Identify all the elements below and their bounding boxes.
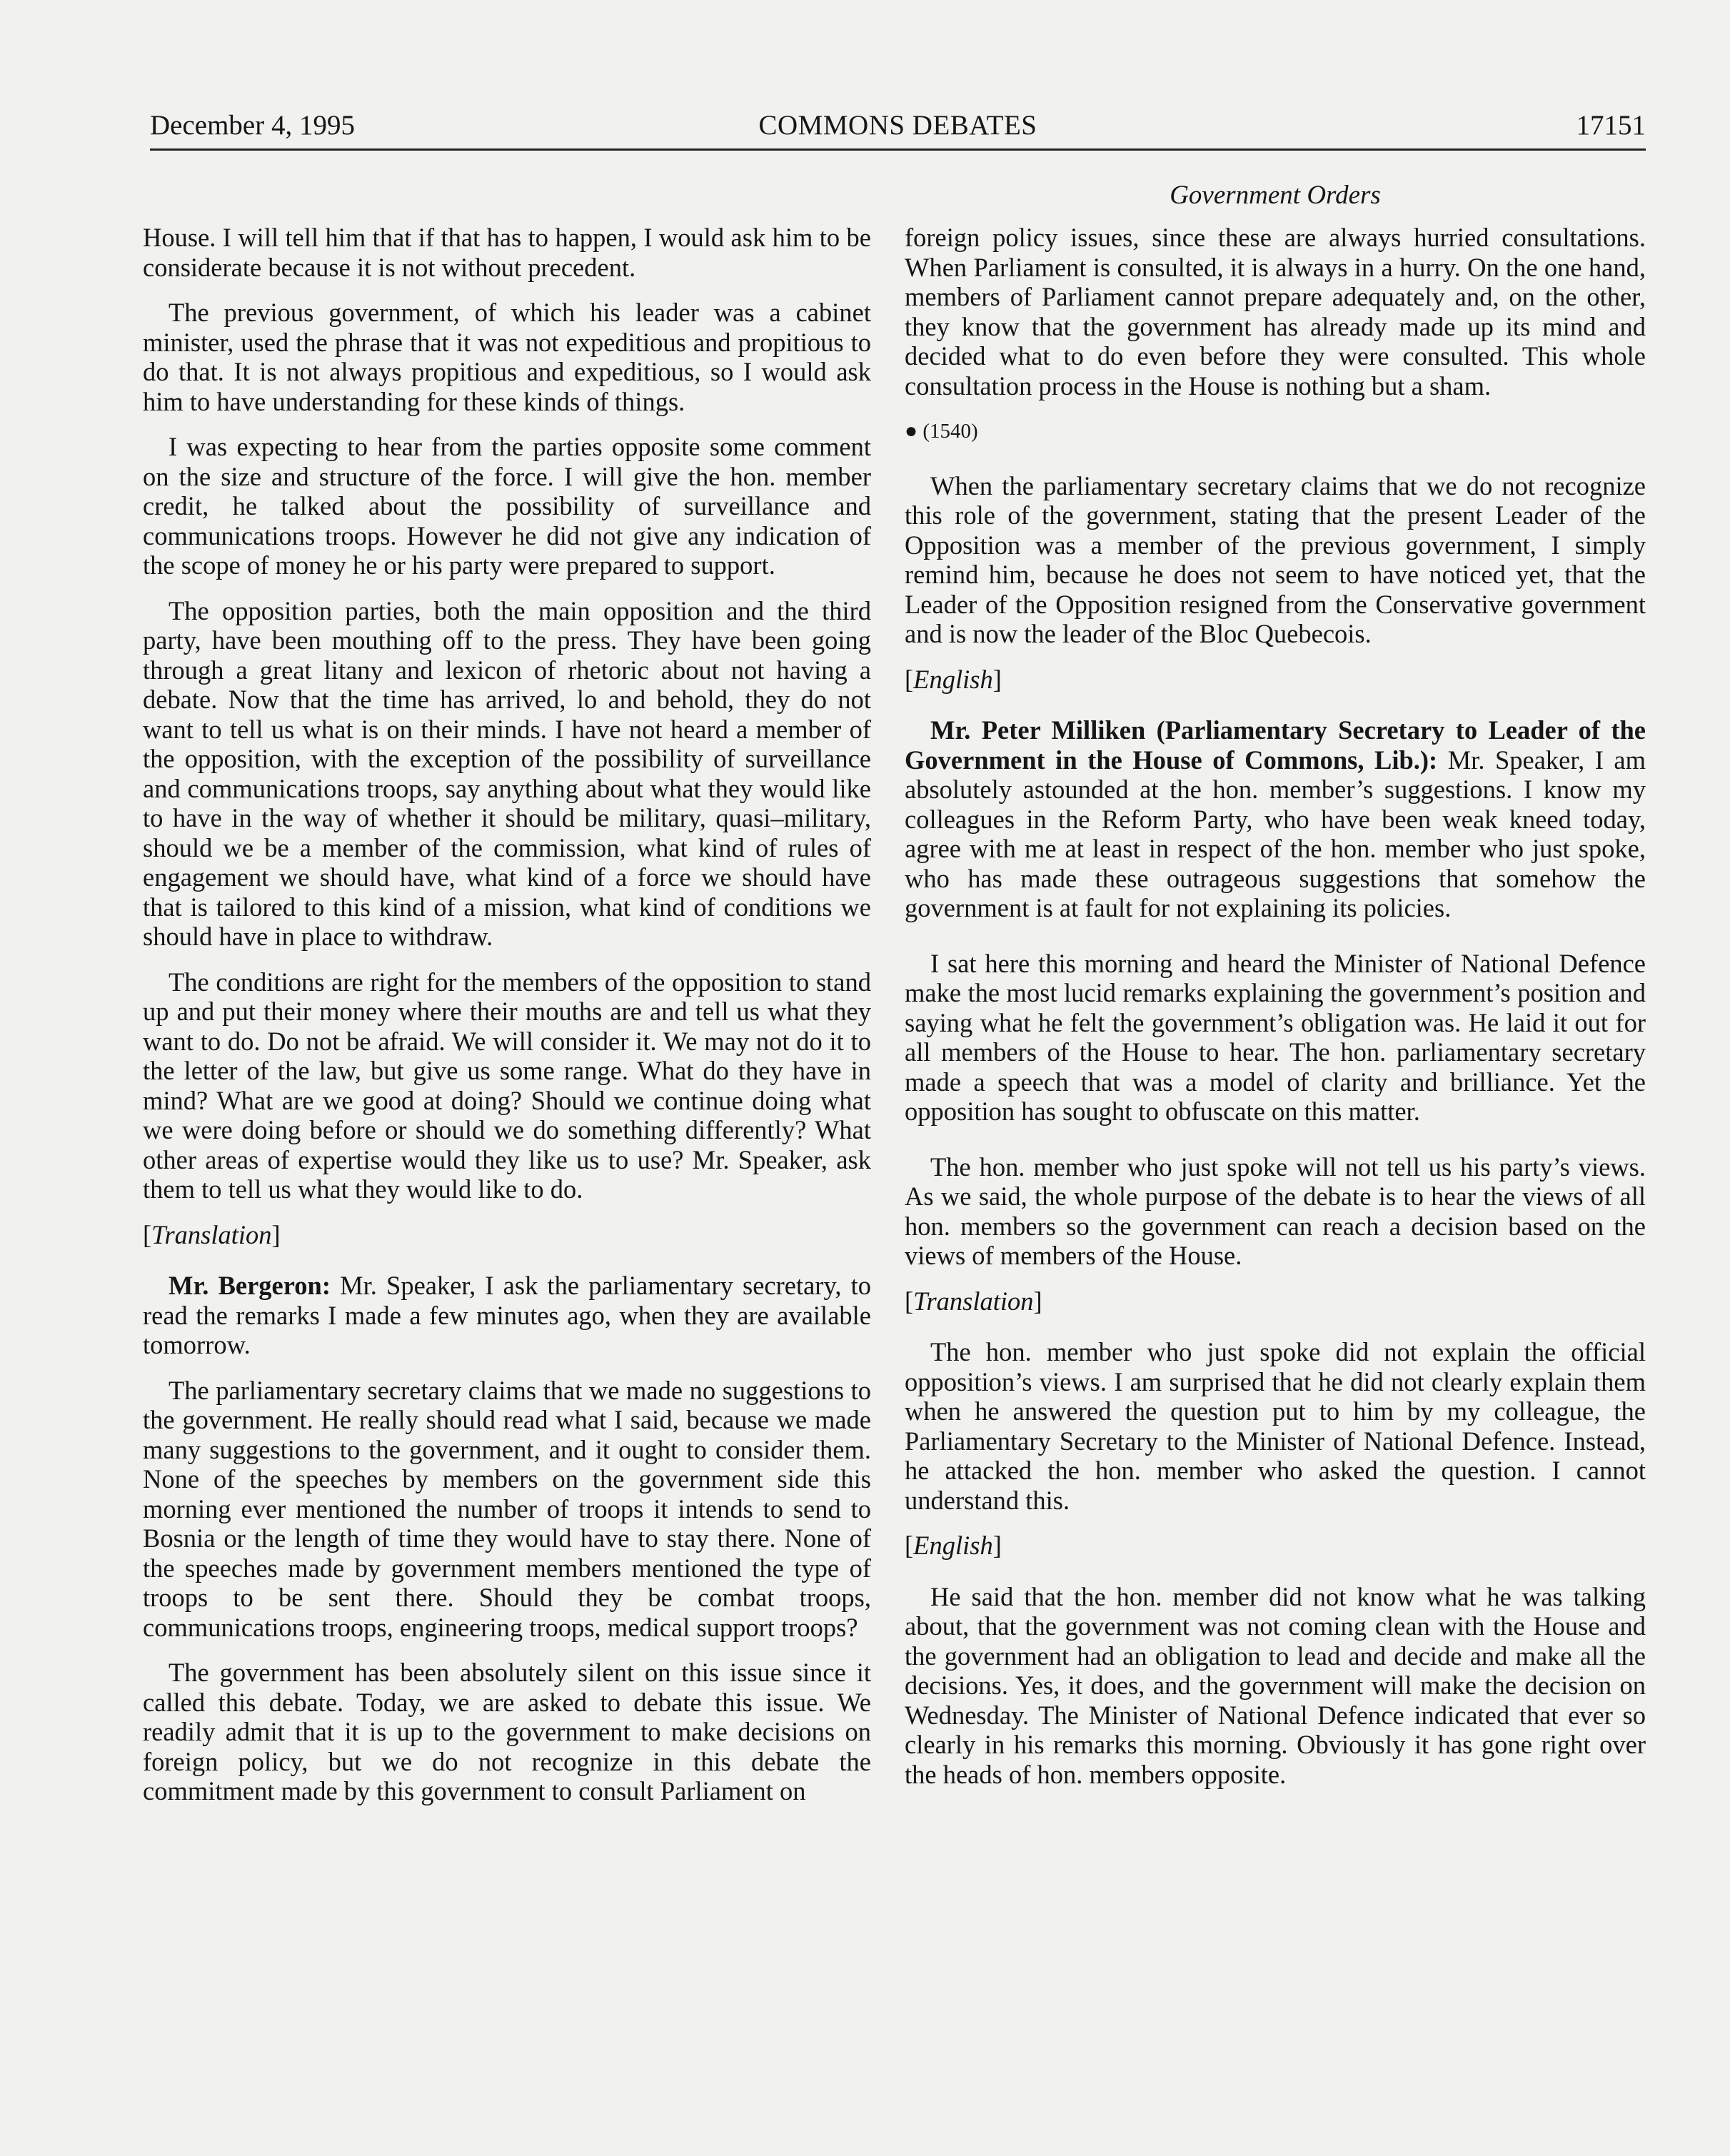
paragraph: The previous government, of which his leader was a cabinet minister, used the phrase that it was not expeditious and propitious to do that. It is not always propitious and expeditious, so I would ask him to have understanding for these kinds of things. bbox=[143, 298, 871, 416]
bracket-close: ] bbox=[992, 1531, 1002, 1560]
speech-text: Mr. Speaker, I ask the parliamentary secretary, to read the remarks I made a few minutes ago, when they are available tomorrow. bbox=[143, 1271, 871, 1359]
bracket-open: [ bbox=[905, 1531, 914, 1560]
paragraph: The parliamentary secretary claims that we made no suggestions to the government. He really should read what I said, because we made many suggestions to the government, and it ought to consider them. None of the speeches by members on the government side this morning ever mentioned the number of troops it intends to send to Bosnia or the length of time they would have to stay there. None of the speeches made by government members mentioned the type of troops to be sent there. Should they be combat troops, communications troops, engineering troops, medical support troops? bbox=[143, 1375, 871, 1642]
paragraph: The hon. member who just spoke will not tell us his party’s views. As we said, the whole purpose of the debate is to hear the views of all hon. members so the government can reach a decision based on the views of members of the House. bbox=[905, 1152, 1646, 1270]
language-label: English bbox=[913, 664, 993, 694]
timestamp-text: (1540) bbox=[922, 420, 978, 443]
section-heading: Government Orders bbox=[1170, 181, 1381, 210]
speech-paragraph bbox=[905, 715, 1646, 923]
bracket-open: [ bbox=[143, 1219, 152, 1249]
bracket-open: [ bbox=[905, 664, 914, 694]
bracket-close: ] bbox=[271, 1219, 281, 1249]
header-date: December 4, 1995 bbox=[150, 110, 355, 141]
bracket-close: ] bbox=[992, 664, 1002, 694]
paragraph: He said that the hon. member did not know what he was talking about, that the government was not coming clean with the House and the government had an obligation to lead and decide and make all the decisions. Yes, it does, and the government will make the decision on Wednesday. The Minister of National Defence indicated that ever so clearly in his remarks this morning. Obviously it has gone right over the heads of hon. members opposite. bbox=[905, 1581, 1646, 1789]
paragraph: The hon. member who just spoke did not explain the official opposition’s views. I am surprised that he did not clearly explain them when he answered the question put to him by my colleague, the Parliamentary Secretary to the Minister of National Defence. Instead, he attacked the hon. member who asked the question. I cannot understand this. bbox=[905, 1337, 1646, 1515]
running-header bbox=[150, 97, 1646, 151]
page-number: 17151 bbox=[1576, 110, 1646, 141]
language-marker bbox=[143, 1220, 871, 1250]
language-marker bbox=[905, 665, 1646, 695]
bracket-close: ] bbox=[1033, 1286, 1042, 1316]
right-column bbox=[905, 223, 1646, 1805]
paragraph: When the parliamentary secretary claims that we do not recognize this role of the government, stating that the present Leader of the Opposition was a member of the previous government, I simply remind him, because he does not seem to have noticed yet, that the Leader of the Opposition resigned from the Conservative government and is now the leader of the Bloc Quebecois. bbox=[905, 470, 1646, 648]
speaker-name: Mr. Peter Milliken (Parliamentary Secretary to Leader of the Government in the House of Commons, Lib.): bbox=[905, 715, 1646, 775]
bullet-icon: ● bbox=[905, 419, 918, 443]
paragraph: I sat here this morning and heard the Minister of National Defence make the most lucid remarks explaining the government’s position and saying what he felt the government’s obligation was. He laid it out for all members of the House to hear. The hon. parliamentary secretary made a speech that was a model of clarity and brilliance. Yet the opposition has sought to obfuscate on this matter. bbox=[905, 948, 1646, 1126]
bracket-open: [ bbox=[905, 1286, 914, 1316]
language-label: English bbox=[913, 1531, 993, 1560]
language-label: Translation bbox=[913, 1286, 1034, 1316]
timestamp bbox=[905, 416, 1646, 447]
speech-paragraph bbox=[143, 1271, 871, 1360]
language-marker bbox=[905, 1286, 1646, 1316]
header-title: COMMONS DEBATES bbox=[758, 110, 1037, 141]
paragraph: The government has been absolutely silent on this issue since it called this debate. Today, we are asked to debate this issue. We readily admit that it is up to the government to make decisions on foreign policy, but we do not recognize in this debate the commitment made by this government to consult Parliament on bbox=[143, 1658, 871, 1805]
paragraph: House. I will tell him that if that has to happen, I would ask him to be considerate because it is not without precedent. bbox=[143, 223, 871, 282]
language-label: Translation bbox=[151, 1219, 272, 1249]
language-marker bbox=[905, 1531, 1646, 1561]
paragraph: foreign policy issues, since these are always hurried consultations. When Parliament is consulted, it is always in a hurry. On the one hand, members of Parliament cannot prepare adequately and, on the other, they know that the government has already made up its mind and decided what to do even before they were consulted. This whole consultation process in the House is nothing but a sham. bbox=[905, 223, 1646, 401]
left-column bbox=[143, 223, 871, 1822]
speaker-name: Mr. Bergeron: bbox=[169, 1271, 331, 1300]
paragraph: I was expecting to hear from the parties opposite some comment on the size and structure of the force. I will give the hon. member credit, he talked about the possibility of surveillance and communications troops. However he did not give any indication of the scope of money he or his party were prepared to support. bbox=[143, 432, 871, 580]
paragraph: The conditions are right for the members of the opposition to stand up and put their money where their mouths are and tell us what they want to do. Do not be afraid. We will consider it. We may not do it to the letter of the law, but give us some range. What do they have in mind? What are we good at doing? Should we continue doing what we were doing before or should we do something differently? What other areas of expertise would they like us to use? Mr. Speaker, ask them to tell us what they would like to do. bbox=[143, 967, 871, 1204]
paragraph: The opposition parties, both the main opposition and the third party, have been mouthing off to the press. They have been going through a great litany and lexicon of rhetoric about not having a debate. Now that the time has arrived, lo and behold, they do not want to tell us what is on their minds. I have not heard a member of the opposition, with the exception of the possibility of surveillance and communications troops, say anything about what they would like to have in the way of whether it should be military, quasi–military, should we be a member of the commission, what kind of rules of engagement we should have, what kind of a force we should have that is tailored to this kind of a mission, what kind of conditions we should have in place to withdraw. bbox=[143, 595, 871, 951]
speech-text: Mr. Speaker, I am absolutely astounded at the hon. member’s suggestions. I know my colleagues in the Reform Party, who have been weak kneed today, agree with me at least in respect of the hon. member who just spoke, who has made these outrageous suggestions that somehow the government is at fault for not explaining its policies. bbox=[905, 745, 1646, 922]
